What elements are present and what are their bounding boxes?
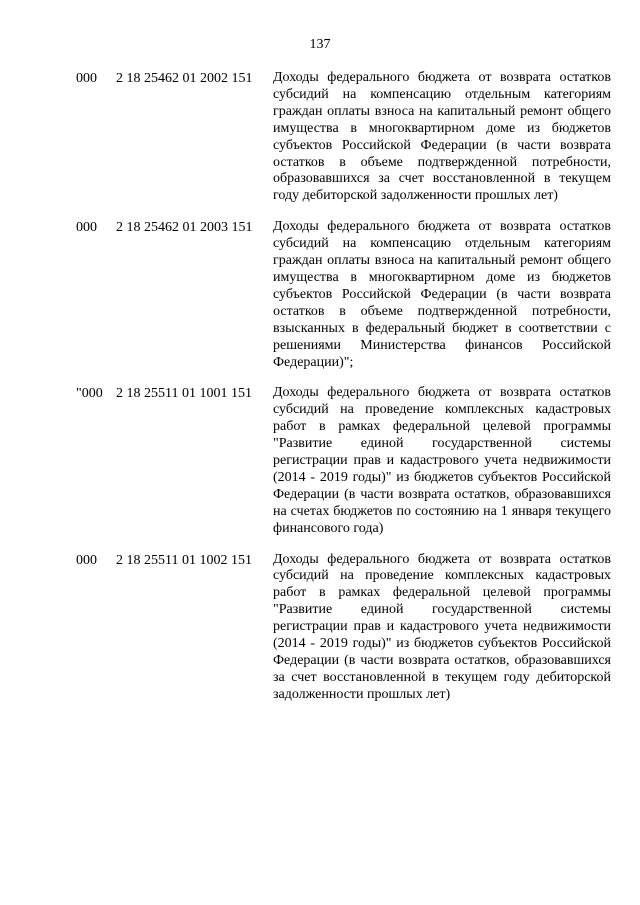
list-item xyxy=(0,552,640,704)
budget-classification-code: 2 18 25511 01 1002 151 xyxy=(116,552,252,568)
list-item xyxy=(0,219,640,371)
revenue-description: Доходы федерального бюджета от возврата остатков субсидий на компенсацию отдельным категориям граждан оплаты взноса на капитальный ремонт общего имущества в многоквартирном доме из бюджетов субъектов Российской Федерации (в части возврата остатков в объеме подтвержденной потребности, образовавшихся за счет восстановленной в текущем году дебиторской задолженности прошлых лет) xyxy=(273,70,611,204)
budget-code-list xyxy=(0,70,640,718)
budget-classification-code: 2 18 25511 01 1001 151 xyxy=(116,386,252,402)
administrator-code: "000 xyxy=(76,386,103,402)
revenue-description: Доходы федерального бюджета от возврата остатков субсидий на компенсацию отдельным категориям граждан оплаты взноса на капитальный ремонт общего имущества в многоквартирном доме из бюджетов субъектов Российской Федерации (в части возврата остатков в объеме подтвержденной потребности, взысканных в федеральный бюджет в соответствии с решениями Министерства финансов Российской Федерации)"; xyxy=(273,219,611,370)
page-number: 137 xyxy=(309,37,331,52)
budget-classification-code: 2 18 25462 01 2003 151 xyxy=(116,220,253,236)
administrator-code: 000 xyxy=(76,552,97,568)
administrator-code: 000 xyxy=(76,220,97,236)
revenue-description: Доходы федерального бюджета от возврата остатков субсидий на проведение комплексных кадастровых работ в рамках федеральной целевой программы "Развитие единой государственной системы регистрации прав и кадастрового учета недвижимости (2014 - 2019 годы)" из бюджетов субъектов Российской Федерации (в части возврата остатков, образовавшихся за счет восстановленной в текущем году дебиторской задолженности прошлых лет) xyxy=(273,551,611,702)
revenue-description: Доходы федерального бюджета от возврата остатков субсидий на проведение комплексных кадастровых работ в рамках федеральной целевой программы "Развитие единой государственной системы регистрации прав и кадастрового учета недвижимости (2014 - 2019 годы)" из бюджетов субъектов Российской Федерации (в части возврата остатков, образовавшихся на счетах бюджетов по состоянию на 1 января текущего финансового года) xyxy=(273,385,611,536)
administrator-code: 000 xyxy=(76,71,97,86)
list-item xyxy=(0,70,640,205)
budget-classification-code: 2 18 25462 01 2002 151 xyxy=(116,71,253,86)
list-item xyxy=(0,385,640,537)
